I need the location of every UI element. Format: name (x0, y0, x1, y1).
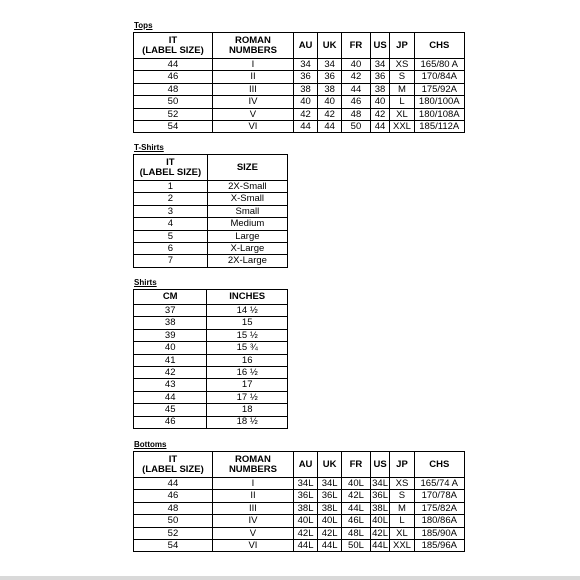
tops-table-cell: 44 (318, 120, 342, 132)
shirts-table-cell: 41 (134, 354, 207, 366)
tshirts-table-cell: 2X-Large (207, 255, 287, 267)
bottoms-table-cell: 185/96A (414, 539, 464, 551)
tops-table-cell: 40 (294, 96, 318, 108)
tops-table-cell: 44 (134, 59, 213, 71)
tshirts-table-row (134, 242, 288, 254)
bottoms-table-cell: 44L (372, 539, 388, 551)
tops-table-cell: 42 (342, 71, 370, 83)
tops-body (134, 59, 465, 133)
tshirts-header-cell: SIZE (207, 155, 287, 181)
shirts-table-row (134, 329, 288, 341)
tops-table-cell: 34 (370, 59, 390, 71)
tops-header-cell: US (370, 33, 390, 59)
tshirts-header-cell: IT (LABEL SIZE) (134, 155, 208, 181)
tshirts-table-cell: X-Small (207, 193, 287, 205)
bottoms-table-cell: 44L (294, 539, 318, 551)
bottoms-table-row (134, 515, 465, 527)
tops-table-cell: 52 (134, 108, 213, 120)
tshirts-table-cell: Small (207, 205, 287, 217)
bottoms-table-cell: 46L (342, 515, 370, 527)
tops-table-cell: 54 (134, 120, 213, 132)
tops-table-cell: 38 (318, 83, 342, 95)
tops-table-cell: 36 (294, 71, 318, 83)
bottoms-table-cell: 48 (134, 502, 213, 514)
shirts-table-cell: 16 (207, 354, 288, 366)
shirts-table-cell: 42 (134, 366, 207, 378)
tshirts-header-row (134, 155, 288, 181)
bottoms-table-cell: 38L (318, 502, 342, 514)
bottoms-table-cell: 40L (318, 515, 342, 527)
bottoms-table-cell: 175/82A (414, 502, 464, 514)
tops-table-cell: 36 (318, 71, 342, 83)
tops-table-cell: 34 (294, 59, 318, 71)
shirts-table-row (134, 404, 288, 416)
tops-table-cell: 44 (342, 83, 370, 95)
shirts-table-cell: 39 (134, 329, 207, 341)
shirts-table-row (134, 391, 288, 403)
tops-header-cell: CHS (414, 33, 464, 59)
tops-table-cell: 38 (294, 83, 318, 95)
shirts-table-row (134, 317, 288, 329)
bottoms-table-row (134, 502, 465, 514)
bottoms-table-cell: 42L (342, 490, 370, 502)
tops-table-cell: 40 (342, 59, 370, 71)
bottoms-header-cell: AU (294, 452, 318, 478)
bottoms-table-cell: 44L (342, 502, 370, 514)
bottoms-table-cell: 50 (134, 515, 213, 527)
bottoms-header-cell: US (370, 452, 390, 478)
bottoms-table-row (134, 478, 465, 490)
bottoms-header-row (134, 452, 465, 478)
shirts-table-cell: 15 ¾ (207, 342, 288, 354)
bottoms-table-cell: II (212, 490, 293, 502)
tops-table-row (134, 120, 465, 132)
tops-table-cell: 46 (134, 71, 213, 83)
bottoms-table-cell: 44 (134, 478, 213, 490)
shirts-table-cell: 40 (134, 342, 207, 354)
bottoms-table-cell: 180/86A (414, 515, 464, 527)
tops-table-cell: 48 (134, 83, 213, 95)
bottoms-header-cell: FR (342, 452, 370, 478)
tshirts-table-cell: 2 (134, 193, 208, 205)
tshirts-body (134, 181, 288, 268)
bottoms-table-cell: III (212, 502, 293, 514)
bottoms-table-cell: 38L (294, 502, 318, 514)
bottoms-table-cell: 38L (372, 502, 388, 514)
tops-table-cell: 175/92A (414, 83, 464, 95)
tops-header-cell: AU (294, 33, 318, 59)
shirts-table-cell: 14 ½ (207, 305, 288, 317)
shirts-table-row (134, 379, 288, 391)
tops-table-cell: 38 (370, 83, 390, 95)
tops-table-cell: 50 (134, 96, 213, 108)
shirts-table-row (134, 342, 288, 354)
tops-table-cell: 40 (370, 96, 390, 108)
bottoms-table-cell: 42L (318, 527, 342, 539)
bottoms-table-cell: 36L (318, 490, 342, 502)
tshirts-table-cell: 5 (134, 230, 208, 242)
shirts-table-cell: 44 (134, 391, 207, 403)
bottoms-table-cell: 48L (342, 527, 370, 539)
shirts-body (134, 305, 288, 429)
tops-table-cell: 34 (318, 59, 342, 71)
shirts-table-cell: 18 (207, 404, 288, 416)
shirts-table-cell: 38 (134, 317, 207, 329)
tshirts-table-cell: X-Large (207, 242, 287, 254)
shirts-header-row (134, 290, 288, 305)
tops-table-cell: 42 (370, 108, 390, 120)
shirts-table-row (134, 305, 288, 317)
tshirts-table-row (134, 230, 288, 242)
bottoms-table-row (134, 539, 465, 551)
shirts-table-cell: 37 (134, 305, 207, 317)
bottoms-table-cell: L (390, 515, 414, 527)
tshirts-table-cell: 1 (134, 181, 208, 193)
page-bottom-edge (0, 576, 580, 580)
bottoms-table-cell: 185/90A (414, 527, 464, 539)
bottoms-table-cell: 36L (372, 490, 388, 502)
tops-table-cell: XS (390, 59, 414, 71)
tops-table-row (134, 96, 465, 108)
bottoms-table-cell: 36L (294, 490, 318, 502)
tops-table-cell: 185/112A (414, 120, 464, 132)
shirts-table-row (134, 366, 288, 378)
shirts-table-cell: 17 ½ (207, 391, 288, 403)
bottoms-table-cell: V (212, 527, 293, 539)
shirts-header-cell: INCHES (207, 290, 288, 305)
shirts-table-row (134, 354, 288, 366)
tops-table-cell: 36 (370, 71, 390, 83)
shirts-table-cell: 18 ½ (207, 416, 288, 428)
bottoms-table-cell: 44L (318, 539, 342, 551)
tops-table-cell: VI (212, 120, 293, 132)
shirts-header-cell: CM (134, 290, 207, 305)
tops-table-cell: II (212, 71, 293, 83)
bottoms-table-cell: 34L (318, 478, 342, 490)
tshirts-table-row (134, 205, 288, 217)
tops-table-cell: 170/84A (414, 71, 464, 83)
bottoms-table-cell: XS (390, 478, 414, 490)
bottoms-table-cell: 54 (134, 539, 213, 551)
bottoms-table-cell: M (390, 502, 414, 514)
tops-table-cell: 44 (370, 120, 390, 132)
tshirts-table-row (134, 255, 288, 267)
tshirts-table-cell: 4 (134, 218, 208, 230)
bottoms-table-cell: S (390, 490, 414, 502)
tops-table-cell: 165/80 A (414, 59, 464, 71)
bottoms-table-cell: 42L (294, 527, 318, 539)
tshirts-table-row (134, 193, 288, 205)
bottoms-table-cell: 34L (294, 478, 318, 490)
shirts-title: Shirts (134, 278, 157, 287)
bottoms-table-cell: 40L (294, 515, 318, 527)
shirts-table-cell: 16 ½ (207, 366, 288, 378)
tops-header-cell: ROMAN NUMBERS (212, 33, 293, 59)
tops-table-cell: L (390, 96, 414, 108)
bottoms-table-cell: XL (390, 527, 414, 539)
bottoms-title: Bottoms (134, 440, 167, 449)
bottoms-size-table (133, 451, 465, 552)
bottoms-table-cell: XXL (390, 539, 414, 551)
tops-table-cell: IV (212, 96, 293, 108)
bottoms-table-cell: 170/78A (414, 490, 464, 502)
shirts-table-row (134, 416, 288, 428)
bottoms-body (134, 478, 465, 552)
tops-table-cell: 44 (294, 120, 318, 132)
tops-table-cell: 180/100A (414, 96, 464, 108)
bottoms-table-cell: IV (212, 515, 293, 527)
bottoms-table-cell: 50L (342, 539, 370, 551)
shirts-table-cell: 43 (134, 379, 207, 391)
tshirts-table-cell: Medium (207, 218, 287, 230)
tops-header-cell: FR (342, 33, 370, 59)
tshirts-size-table (133, 154, 288, 268)
tops-table-cell: M (390, 83, 414, 95)
tops-table-cell: 42 (318, 108, 342, 120)
bottoms-header-cell: ROMAN NUMBERS (212, 452, 293, 478)
tops-table-row (134, 83, 465, 95)
bottoms-table-cell: 40L (372, 515, 388, 527)
bottoms-table-row (134, 490, 465, 502)
tshirts-table-cell: Large (207, 230, 287, 242)
bottoms-table-cell: 34L (372, 477, 388, 489)
tops-table-cell: III (212, 83, 293, 95)
bottoms-table-cell: 42L (372, 527, 388, 539)
bottoms-header-cell: UK (318, 452, 342, 478)
tops-table-cell: 50 (342, 120, 370, 132)
shirts-table-cell: 46 (134, 416, 207, 428)
tops-table-cell: V (212, 108, 293, 120)
tops-table-row (134, 71, 465, 83)
bottoms-table-cell: 52 (134, 527, 213, 539)
bottoms-header-cell: JP (390, 452, 414, 478)
bottoms-table-row (134, 527, 465, 539)
bottoms-table-cell: VI (212, 539, 293, 551)
tshirts-table-row (134, 181, 288, 193)
tshirts-title: T-Shirts (134, 143, 164, 152)
shirts-table-cell: 17 (207, 379, 288, 391)
tops-table-cell: 48 (342, 108, 370, 120)
tops-table-cell: 42 (294, 108, 318, 120)
tops-size-table (133, 32, 465, 133)
tshirts-table-row (134, 218, 288, 230)
bottoms-table-cell: 165/74 A (414, 478, 464, 490)
tops-table-cell: XXL (390, 120, 414, 132)
tops-header-cell: UK (318, 33, 342, 59)
tshirts-table-cell: 2X-Small (207, 181, 287, 193)
tops-table-cell: 40 (318, 96, 342, 108)
bottoms-table-cell: I (212, 478, 293, 490)
bottoms-header-cell: CHS (414, 452, 464, 478)
bottoms-table-cell: 46 (134, 490, 213, 502)
tshirts-table-cell: 6 (134, 242, 208, 254)
tops-title: Tops (134, 21, 153, 30)
shirts-table-cell: 15 ½ (207, 329, 288, 341)
shirts-table-cell: 45 (134, 404, 207, 416)
tops-table-row (134, 108, 465, 120)
bottoms-table-cell: 40L (342, 478, 370, 490)
tops-header-row (134, 33, 465, 59)
shirts-size-table (133, 289, 288, 429)
tshirts-table-cell: 7 (134, 255, 208, 267)
tops-table-row (134, 59, 465, 71)
tops-table-cell: 180/108A (414, 108, 464, 120)
tops-header-cell: JP (390, 33, 414, 59)
tops-header-cell: IT (LABEL SIZE) (134, 33, 213, 59)
bottoms-header-cell: IT (LABEL SIZE) (134, 452, 213, 478)
shirts-table-cell: 15 (207, 317, 288, 329)
tops-table-cell: S (390, 71, 414, 83)
tops-table-cell: I (212, 59, 293, 71)
tops-table-cell: 46 (342, 96, 370, 108)
tshirts-table-cell: 3 (134, 205, 208, 217)
tops-table-cell: XL (390, 108, 414, 120)
